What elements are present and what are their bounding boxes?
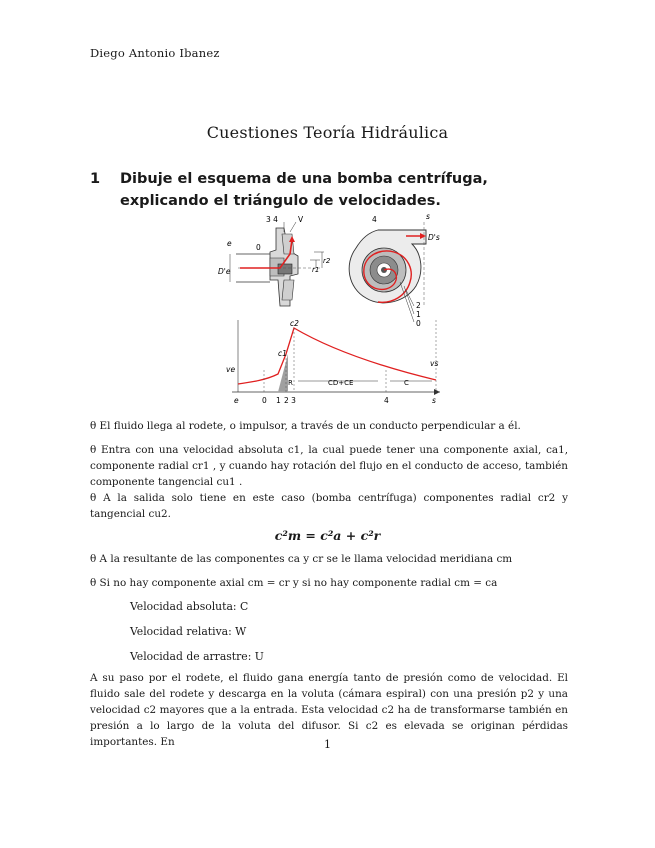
axis-label-s: s: [432, 396, 436, 405]
fig-label-0: 0: [256, 243, 261, 252]
fig-label-0b: 0: [416, 319, 421, 328]
fig-label-ve: ve: [226, 365, 236, 374]
section-number: 1: [90, 171, 101, 187]
fig-label-v: V: [298, 215, 304, 224]
fig-label-2: 2: [416, 301, 421, 310]
axis-label-e: e: [234, 396, 239, 405]
fig-label-r2: r2: [323, 257, 331, 265]
fig-label-c: C: [404, 379, 409, 387]
fig-label-ds: D's: [428, 233, 440, 242]
fig-label-1: 1: [416, 310, 421, 319]
fig-label-cdce: CD+CE: [328, 379, 354, 387]
list-item-absolute-velocity: Velocidad absoluta: C: [130, 600, 249, 613]
pump-diagram-svg: [218, 210, 448, 406]
author-header: Diego Antonio Ibanez: [90, 46, 220, 60]
fig-label-de: D'e: [218, 267, 231, 276]
axis-label-1: 1: [276, 396, 281, 405]
paragraph-outlet-components: θ A la salida solo tiene en este caso (bomba centrífuga) componentes radial cr2 y tangencial cu2.: [90, 492, 568, 520]
document-title: Cuestiones Teoría Hidráulica: [206, 123, 449, 142]
fig-label-c1: c1: [278, 349, 287, 358]
axis-label-4: 4: [384, 396, 389, 405]
fig-label-s: s: [426, 212, 430, 221]
list-item-drag-velocity: Velocidad de arrastre: U: [130, 650, 264, 663]
fig-label-r: R: [288, 379, 293, 387]
paragraph-impeller-energy: A su paso por el rodete, el fluido gana energía tanto de presión como de velocidad. El fluido sale del rodete y descarga en la voluta (cámara espiral) con una presión p2 y una velocidad c2 mayores que a la entrada. Esta velocidad c2 ha de transformarse también en presión a lo largo de la voluta del difusor. Si c2 es elevada se originan pérdidas importantes. En: [90, 672, 568, 748]
paragraph-inlet-velocity: θ Entra con una velocidad absoluta c1, la cual puede tener una componente axial, ca1, componente radial cr1 , y cuando hay rotación del flujo en el conducto de acceso, también componente tangencial cu1 .: [90, 444, 568, 488]
pump-front-volute: [349, 222, 426, 322]
fig-label-4: 4: [372, 215, 377, 224]
paragraph-meridian-velocity: θ A la resultante de las componentes ca y cr se le llama velocidad meridiana cm: [90, 553, 513, 565]
centrifugal-pump-figure: [218, 210, 448, 406]
section-heading: [90, 168, 568, 212]
section-heading-text: Dibuje el esquema de una bomba centrífuga, explicando el triángulo de velocidades.: [120, 171, 488, 209]
pump-side-section: [230, 222, 324, 306]
fig-label-c2: c2: [290, 319, 299, 328]
fig-label-r1: r1: [312, 266, 320, 274]
axis-label-0: 0: [262, 396, 267, 405]
axis-label-23: 2 3: [284, 396, 296, 405]
list-item-relative-velocity: Velocidad relativa: W: [130, 625, 247, 638]
meridian-velocity-equation: c²m = c²a + c²r: [274, 528, 381, 543]
paragraph-axial-radial-cases: θ Si no hay componente axial cm = cr y si no hay componente radial cm = ca: [90, 577, 498, 589]
page-number: 1: [324, 738, 331, 751]
paragraph-inflow: θ El fluido llega al rodete, o impulsor, a través de un conducto perpendicular a él.: [90, 420, 521, 432]
fig-label-e: e: [227, 239, 232, 248]
fig-label-vs: vs: [430, 359, 439, 368]
fig-label-34: 3 4: [266, 215, 278, 224]
